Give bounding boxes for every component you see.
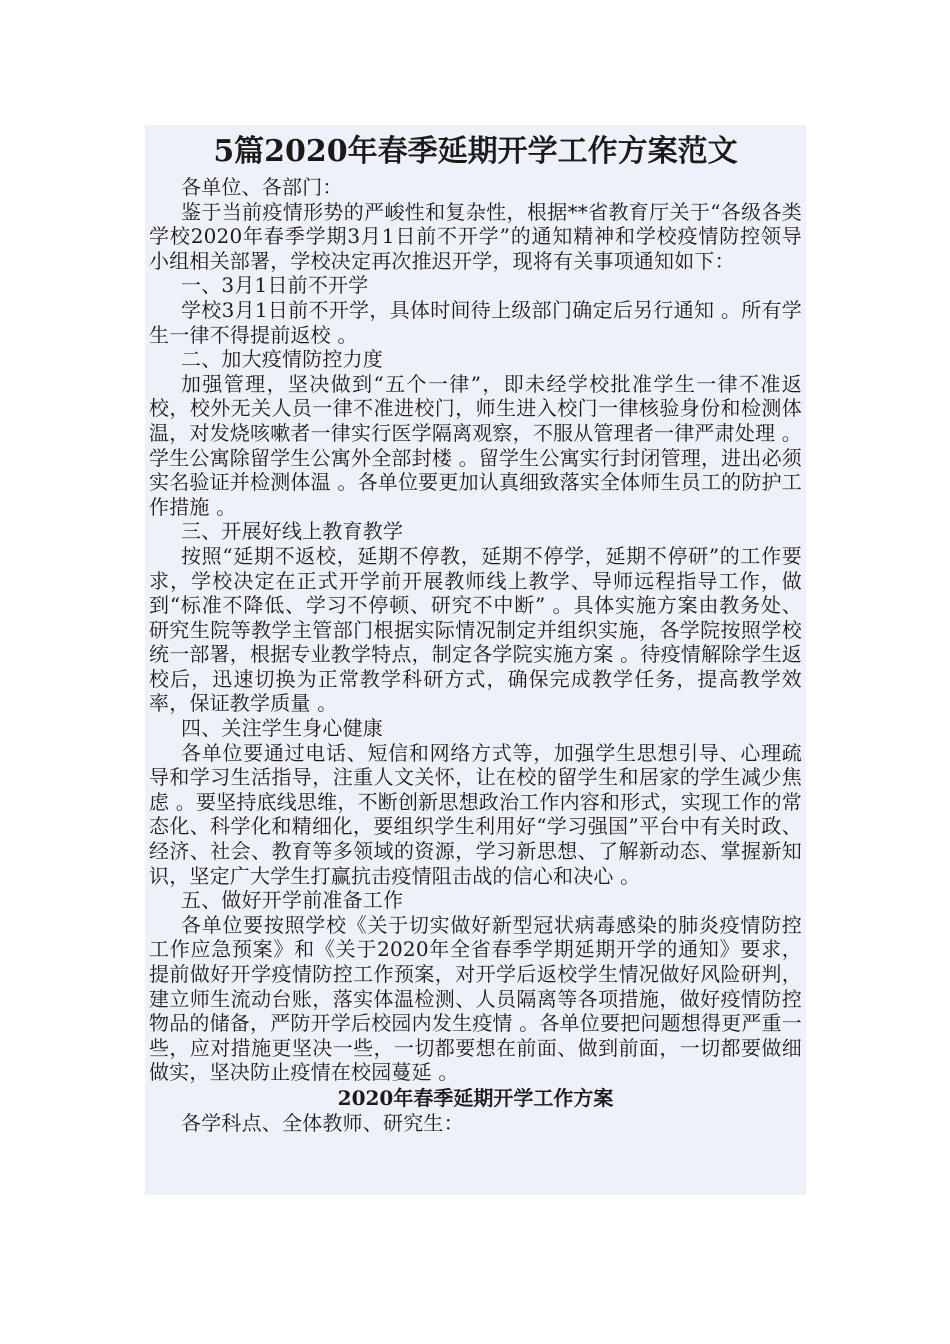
section-heading-2: 二、加大疫情防控力度 [181,347,383,372]
section-body-1: 学校3月1日前不开学，具体时间待上级部门确定后另行通知 。所有学生一律不得提前返校 。 [149,297,802,347]
document-title: 5篇2020年春季延期开学工作方案范文 [213,134,738,169]
section-heading-5: 五、做好开学前准备工作 [181,888,404,913]
salutation: 各单位、各部门： [181,175,343,199]
closing-salutation: 各学科点、全体教师、研究生： [181,1110,464,1135]
section-heading-3: 三、开展好线上教育教学 [181,519,404,544]
subtitle: 2020年春季延期开学工作方案 [337,1085,614,1110]
section-heading-1: 一、3月1日前不开学 [181,273,369,298]
section-body-3: 按照“延期不返校，延期不停教，延期不停学，延期不停研”的工作要求，学校决定在正式开学前开展教师线上教学、导师远程指导工作，做到“标准不降低、学习不停顿、研究不中断” 。具体实施方案由教务处、研究生院等教学主管部门根据实际情况制定并组织实施，各学院按照学校统一部署，根据专业教学特点，制定各学院实施方案 。待疫情解除学生返校后，迅速切换为正常教学科研方式，确保完成教学任务，提高教学效率，保证教学质量 。 [149,543,802,716]
section-body-5: 各单位要按照学校《关于切实做好新型冠状病毒感染的肺炎疫情防控工作应急预案》和《关于2020年全省春季学期延期开学的通知》要求，提前做好开学疫情防控工作预案，对开学后返校学生情况做好风险研判，建立师生流动台账，落实体温检测、人员隔离等各项措施，做好疫情防控物品的储备，严防开学后校园内发生疫情 。各单位要把问题想得更严重一些，应对措施更坚决一些，一切都要想在前面、做到前面，一切都要做细做实，坚决防止疫情在校园蔓延 。 [149,912,802,1085]
section-heading-4: 四、关注学生身心健康 [181,716,383,741]
intro-paragraph: 鉴于当前疫情形势的严峻性和复杂性，根据**省教育厅关于“各级各类学校2020年春季学期3月1日前不开学”的通知精神和学校疫情防控领导小组相关部署，学校决定再次推迟开学，现将有关事项通知如下： [149,199,802,273]
section-body-4: 各单位要通过电话、短信和网络方式等，加强学生思想引导、心理疏导和学习生活指导，注重人文关怀，让在校的留学生和居家的学生减少焦虑 。要坚持底线思维，不断创新思想政治工作内容和形式，实现工作的常态化、科学化和精细化，要组织学生利用好“学习强国”平台中有关时政、经济、社会、教育等多领域的资源，学习新思想、了解新动态、掌握新知识，坚定广大学生打赢抗击疫情阻击战的信心和决心 。 [149,740,802,888]
section-body-2: 加强管理，坚决做到“五个一律”，即未经学校批准学生一律不准返校，校外无关人员一律不准进校门，师生进入校门一律核验身份和检测体温，对发烧咳嗽者一律实行医学隔离观察，不服从管理者一律严肃处理 。学生公寓除留学生公寓外全部封楼 。留学生公寓实行封闭管理，进出必须实名验证并检测体温 。各单位要更加认真细致落实全体师生员工的防护工作措施 。 [149,371,802,519]
document-body [145,125,806,1195]
